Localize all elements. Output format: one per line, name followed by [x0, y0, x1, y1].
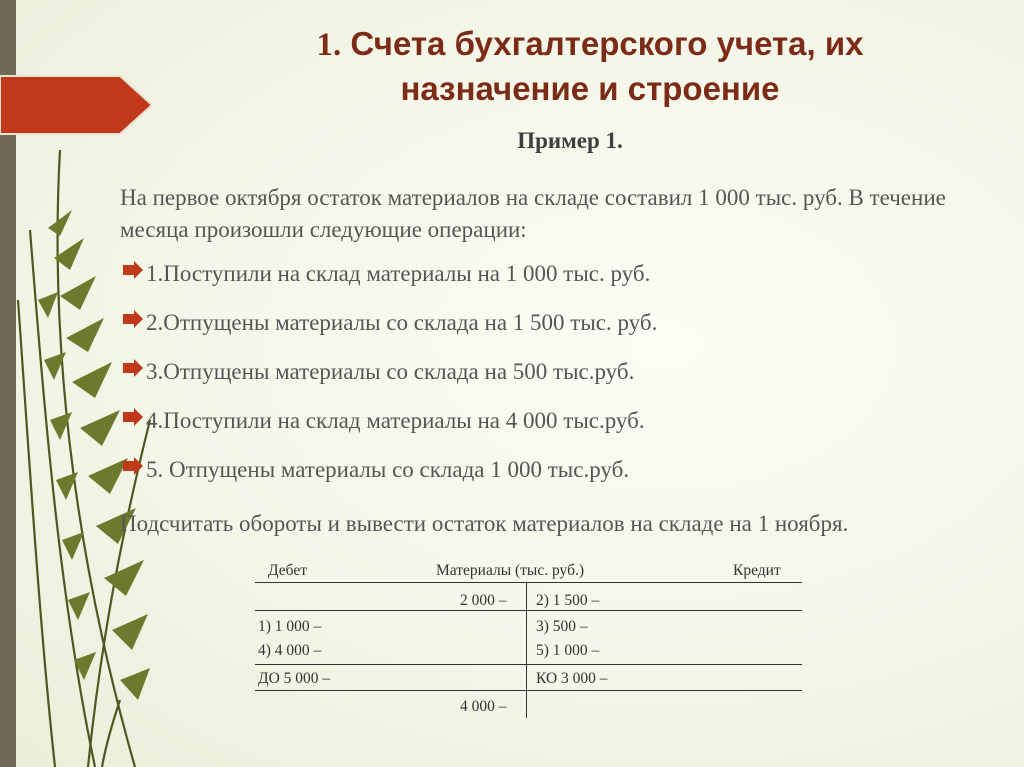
- arrow-bullet-icon: [120, 310, 146, 328]
- arrow-bullet-icon: [120, 457, 146, 475]
- arrow-banner-icon: [0, 76, 152, 134]
- operation-text: 2.Отпущены материалы со склада на 1 500 тыс. руб.: [146, 310, 658, 335]
- opening-balance: 2 000 –: [460, 592, 507, 609]
- account-name: Материалы (тыс. руб.): [436, 562, 584, 579]
- example-heading: Пример 1.: [517, 128, 623, 153]
- list-item: [120, 454, 980, 503]
- task-paragraph: Подсчитать обороты и вывести остаток материалов на складе на 1 ноября.: [120, 511, 849, 536]
- debit-entry: 4) 4 000 –: [258, 642, 322, 659]
- debit-label: Дебет: [268, 562, 307, 579]
- turnover-divider: [255, 664, 802, 665]
- title-number: 1.: [316, 27, 342, 63]
- balance-divider: [255, 610, 802, 611]
- list-item: [120, 405, 980, 454]
- operation-text: 4.Поступили на склад материалы на 4 000 тыс.руб.: [146, 408, 645, 433]
- closing-balance: 4 000 –: [460, 698, 507, 715]
- list-item: [120, 307, 980, 356]
- header-divider: [255, 582, 802, 583]
- credit-entry: 5) 1 000 –: [536, 642, 600, 659]
- debit-turnover: ДО 5 000 –: [258, 670, 331, 687]
- arrow-bullet-icon: [120, 359, 146, 377]
- closing-divider: [255, 690, 802, 691]
- credit-turnover: КО 3 000 –: [536, 670, 608, 687]
- t-account: [240, 560, 802, 720]
- list-item: [120, 258, 980, 307]
- credit-entry: 2) 1 500 –: [536, 592, 600, 609]
- list-item: [120, 356, 980, 405]
- operations-list: [120, 258, 980, 503]
- credit-entry: 3) 500 –: [536, 618, 588, 635]
- operation-text: 5. Отпущены материалы со склада 1 000 тыс.руб.: [146, 457, 630, 482]
- operation-text: 3.Отпущены материалы со склада на 500 тыс.руб.: [146, 359, 635, 384]
- slide-title: [230, 22, 950, 111]
- arrow-bullet-icon: [120, 261, 146, 279]
- operation-text: 1.Поступили на склад материалы на 1 000 тыс. руб.: [146, 261, 651, 286]
- intro-paragraph: На первое октября остаток материалов на складе составил 1 000 тыс. руб. В течение месяца произошли следующие операции:: [120, 185, 946, 242]
- arrow-bullet-icon: [120, 408, 146, 426]
- credit-label: Кредит: [733, 562, 781, 579]
- title-text: Счета бухгалтерского учета, их назначение и строение: [350, 25, 864, 107]
- debit-entry: 1) 1 000 –: [258, 618, 322, 635]
- account-center-divider: [526, 582, 527, 718]
